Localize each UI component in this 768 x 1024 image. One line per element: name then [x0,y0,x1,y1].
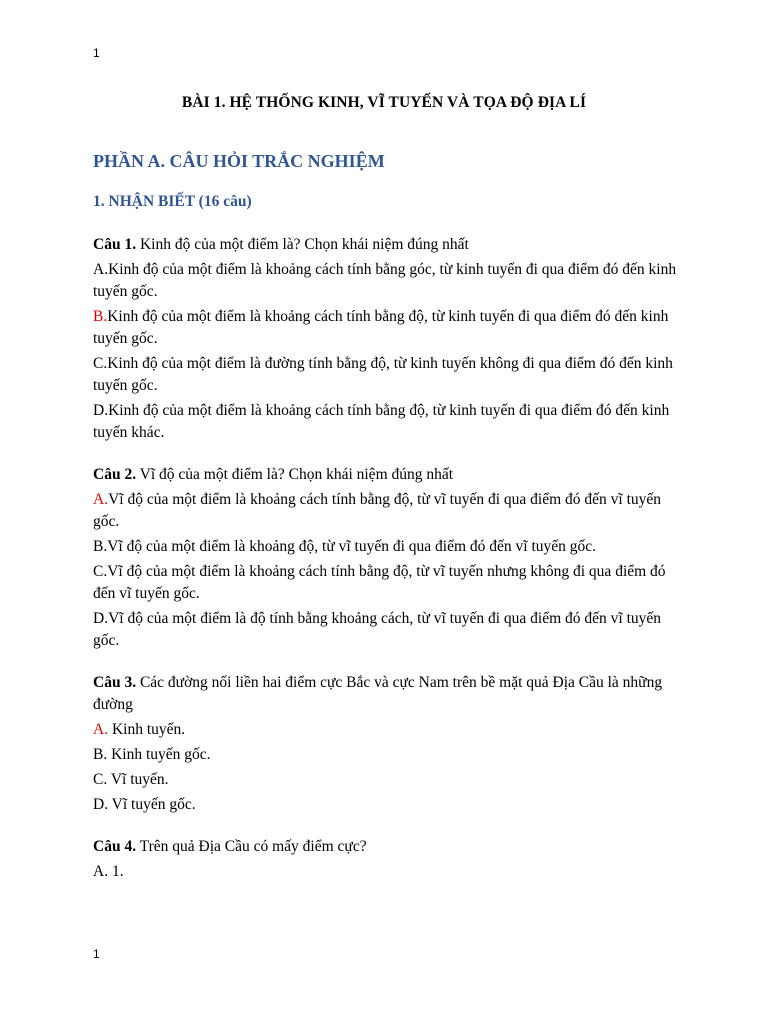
option-a [93,489,683,533]
question-list [93,234,683,903]
option-text: Kinh độ của một điểm là khoảng cách tính bằng độ, từ kinh tuyến đi qua điểm đó đến kinh tuyến gốc. [93,308,669,347]
option-d [93,794,683,816]
option-a [93,719,683,741]
option-a [93,861,683,883]
option-text: Vĩ tuyến gốc. [108,796,196,813]
sub-section-title: 1. NHẬN BIẾT (16 câu) [93,193,252,210]
option-text: Kinh độ của một điểm là đường tính bằng độ, từ kinh tuyến không đi qua điểm đó đến kinh tuyến gốc. [93,355,673,394]
page-number-bottom: 1 [93,947,100,961]
option-text: Vĩ độ của một điểm là khoảng độ, từ vĩ tuyến đi qua điểm đó đến vĩ tuyến gốc. [107,538,597,555]
option-text: Kinh độ của một điểm là khoảng cách tính bằng góc, từ kinh tuyến đi qua điểm đó đến kinh tuyến gốc. [93,261,677,300]
question-text: Vĩ độ của một điểm là? Chọn khái niệm đúng nhất [136,466,454,483]
option-text: Vĩ độ của một điểm là độ tính bằng khoảng cách, từ vĩ tuyến đi qua điểm đó đến vĩ tuyến gốc. [93,610,662,649]
option-c [93,769,683,791]
option-letter: C. [93,355,108,372]
question-1 [93,234,683,444]
option-text: Kinh độ của một điểm là khoảng cách tính bằng độ, từ kinh tuyến đi qua điểm đó đến kinh tuyến khác. [93,402,670,441]
question-label: Câu 3. [93,674,137,691]
option-text: 1. [108,863,124,880]
option-c [93,353,683,397]
option-text: Vĩ tuyến. [107,771,169,788]
lesson-title: BÀI 1. HỆ THỐNG KINH, VĨ TUYẾN VÀ TỌA ĐỘ ĐỊA LÍ [181,94,587,111]
option-letter: A. [93,261,109,278]
question-text: Trên quả Địa Cầu có mấy điểm cực? [136,838,367,855]
option-a [93,259,683,303]
question-text: Kinh độ của một điểm là? Chọn khái niệm đúng nhất [136,236,469,253]
page-number-top: 1 [93,46,100,60]
section-title: PHẦN A. CÂU HỎI TRẮC NGHIỆM [93,151,385,171]
option-letter: B. [93,538,108,555]
option-d [93,608,683,652]
question-text: Các đường nối liền hai điểm cực Bắc và cực Nam trên bề mặt quả Địa Cầu là những đường [93,674,663,713]
option-letter: A. [93,863,109,880]
option-letter-correct: A. [93,491,109,508]
option-letter: B. [93,746,108,763]
option-letter: D. [93,610,109,627]
question-label: Câu 1. [93,236,137,253]
option-letter: C. [93,771,108,788]
question-label: Câu 4. [93,838,137,855]
question-stem [93,464,683,486]
option-letter: D. [93,402,109,419]
option-c [93,561,683,605]
option-text: Kinh tuyến. [108,721,186,738]
option-letter-correct: B. [93,308,108,325]
option-d [93,400,683,444]
option-letter-correct: A. [93,721,109,738]
question-stem [93,836,683,858]
option-letter: C. [93,563,108,580]
option-b [93,536,683,558]
option-text: Kinh tuyến gốc. [107,746,211,763]
option-b [93,306,683,350]
option-text: Vĩ độ của một điểm là khoảng cách tính bằng độ, từ vĩ tuyến đi qua điểm đó đến vĩ tuyến gốc. [93,491,662,530]
option-b [93,744,683,766]
question-3 [93,672,683,816]
option-text: Vĩ độ của một điểm là khoảng cách tính bằng độ, từ vĩ tuyến nhưng không đi qua điểm đó đến vĩ tuyến gốc. [93,563,666,602]
question-4 [93,836,683,883]
question-stem [93,672,683,716]
option-letter: D. [93,796,109,813]
question-label: Câu 2. [93,466,137,483]
question-stem [93,234,683,256]
question-2 [93,464,683,652]
